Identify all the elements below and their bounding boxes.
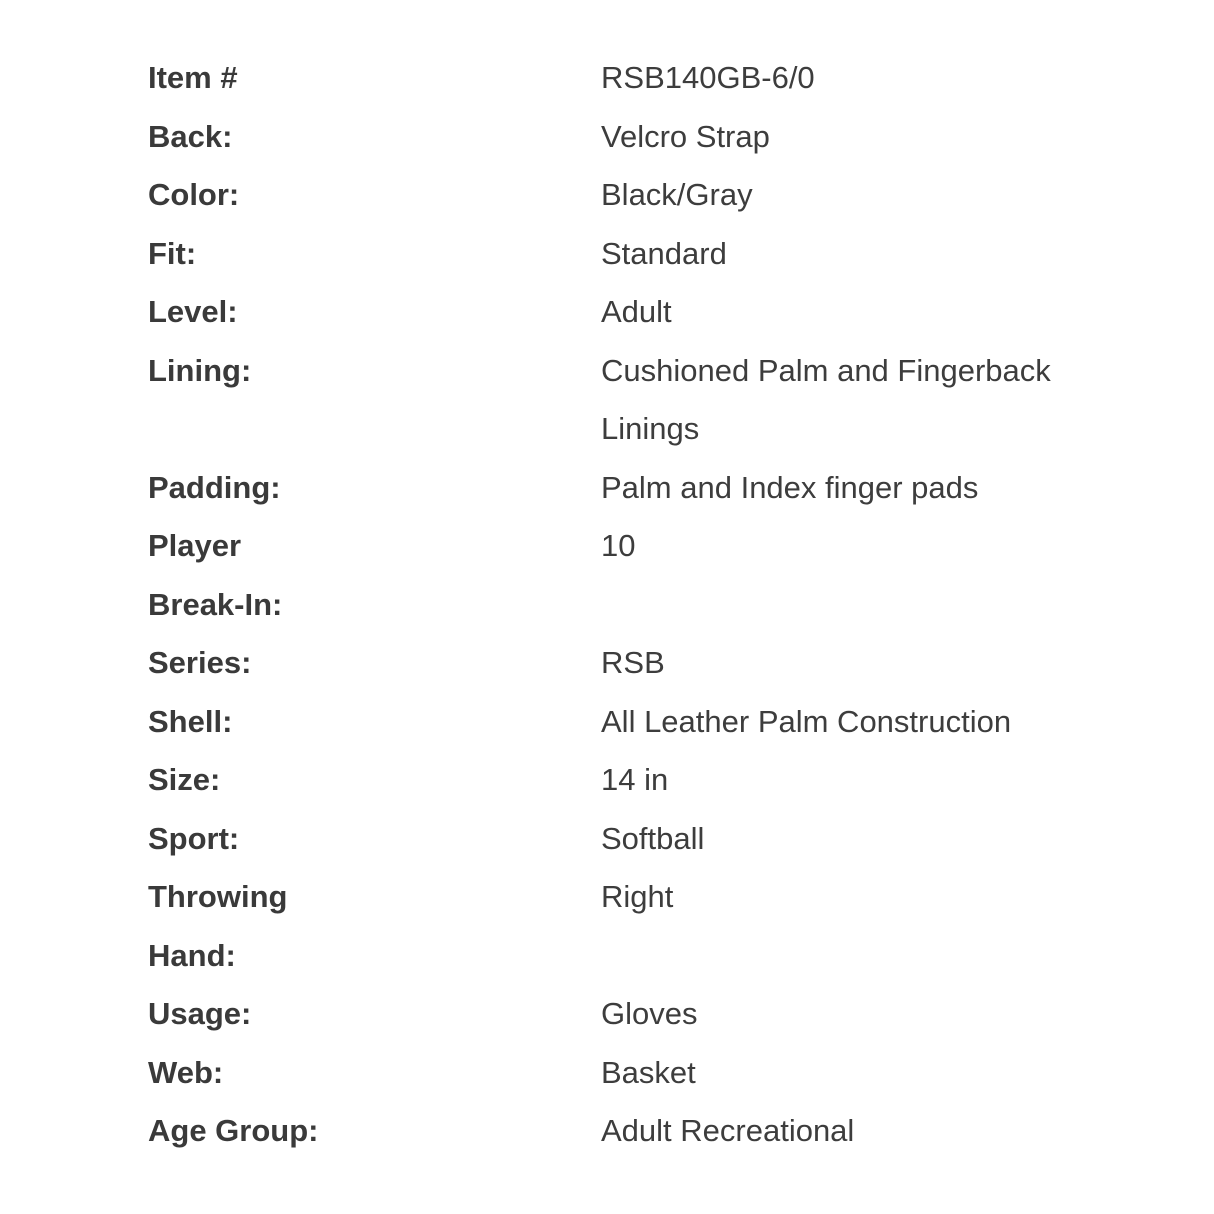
spec-label (148, 985, 601, 1044)
spec-value (601, 634, 1101, 693)
spec-row-fit (148, 225, 1108, 284)
spec-label (148, 108, 601, 167)
spec-value (601, 517, 1101, 576)
spec-value (601, 985, 1101, 1044)
spec-label-line: Age Group: (148, 1113, 319, 1148)
spec-row-level (148, 283, 1108, 342)
spec-value-line: 10 (601, 528, 636, 563)
spec-value-line: 14 in (601, 762, 669, 797)
spec-value (601, 283, 1101, 342)
spec-value-line: Softball (601, 820, 705, 856)
spec-value-line: Linings (601, 411, 700, 446)
spec-value-line: Standard (601, 235, 727, 271)
spec-value (601, 342, 1101, 459)
spec-value (601, 166, 1101, 225)
spec-value-line: RSB (601, 645, 665, 680)
spec-label (148, 459, 601, 518)
spec-label-line: Series: (148, 645, 252, 680)
spec-value (601, 108, 1101, 167)
spec-label-line: Player (148, 528, 242, 563)
spec-label (148, 868, 601, 985)
spec-label-line: Fit: (148, 235, 197, 271)
spec-label (148, 693, 601, 752)
spec-row-back (148, 108, 1108, 167)
spec-value (601, 1044, 1101, 1103)
spec-row-throwing-hand (148, 868, 1108, 985)
spec-label (148, 517, 601, 634)
spec-row-padding (148, 459, 1108, 518)
spec-value-line: Cushioned Palm and Fingerback (601, 352, 1051, 388)
spec-value (601, 225, 1101, 284)
spec-label-line: Back: (148, 118, 233, 154)
spec-row-color (148, 166, 1108, 225)
spec-row-sport (148, 810, 1108, 869)
spec-value (601, 693, 1101, 752)
spec-value (601, 49, 1101, 108)
spec-label-line: Hand: (148, 937, 236, 973)
spec-value-line: Adult (601, 294, 672, 329)
spec-value (601, 1102, 1101, 1161)
spec-label-line: Throwing (148, 879, 288, 914)
spec-row-series (148, 634, 1108, 693)
spec-row-size (148, 751, 1108, 810)
spec-label (148, 1044, 601, 1103)
spec-value-line: Adult Recreational (601, 1113, 855, 1148)
spec-row-player-break-in (148, 517, 1108, 634)
spec-label-line: Usage: (148, 996, 252, 1031)
spec-label (148, 1102, 601, 1161)
spec-value-line: RSB140GB-6/0 (601, 60, 815, 95)
spec-value-line: Velcro Strap (601, 118, 770, 154)
spec-label (148, 49, 601, 108)
spec-value-line: Right (601, 879, 674, 914)
spec-label-line: Lining: (148, 352, 252, 388)
spec-value-line: All Leather Palm Construction (601, 703, 1012, 739)
spec-row-shell (148, 693, 1108, 752)
spec-label (148, 634, 601, 693)
spec-label-line: Color: (148, 177, 240, 212)
spec-label (148, 225, 601, 284)
spec-label-line: Shell: (148, 703, 233, 739)
spec-label-line: Size: (148, 762, 221, 797)
spec-value (601, 459, 1101, 518)
spec-value (601, 868, 1101, 927)
spec-row-web (148, 1044, 1108, 1103)
spec-label (148, 810, 601, 869)
spec-value-line: Palm and Index finger pads (601, 469, 979, 505)
spec-value (601, 751, 1101, 810)
spec-value-line: Basket (601, 1054, 696, 1090)
spec-value (601, 810, 1101, 869)
spec-label-line: Break-In: (148, 586, 283, 622)
spec-label-line: Item # (148, 60, 238, 95)
spec-row-lining (148, 342, 1108, 459)
spec-row-age-group (148, 1102, 1108, 1161)
spec-value-line: Black/Gray (601, 177, 753, 212)
product-specs-table (148, 49, 1108, 1161)
spec-row-item-number (148, 49, 1108, 108)
spec-label (148, 751, 601, 810)
spec-label (148, 283, 601, 342)
spec-label (148, 342, 601, 401)
spec-label (148, 166, 601, 225)
spec-label-line: Padding: (148, 469, 281, 505)
spec-value-line: Gloves (601, 996, 698, 1031)
spec-row-usage (148, 985, 1108, 1044)
spec-label-line: Level: (148, 294, 238, 329)
spec-label-line: Web: (148, 1054, 224, 1090)
spec-label-line: Sport: (148, 820, 240, 856)
